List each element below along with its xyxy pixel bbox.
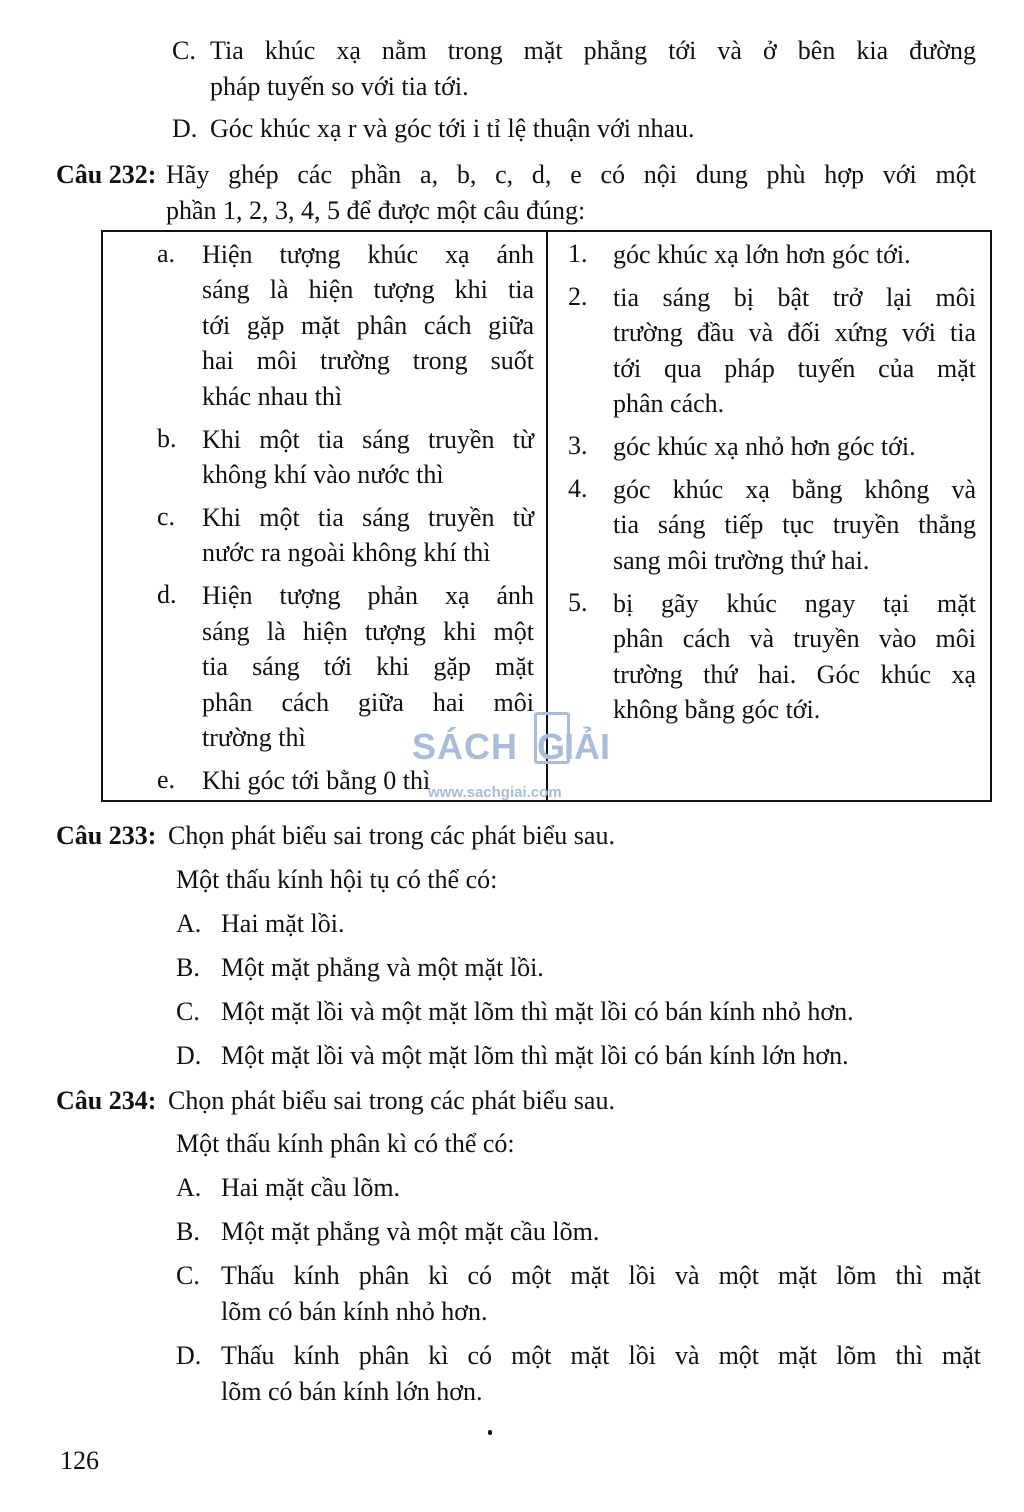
page-number: 126: [60, 1446, 99, 1475]
q234-option-b-text: Một mặt phẳng và một mặt cầu lõm.: [221, 1217, 600, 1246]
q233-stem: Một thấu kính hội tụ có thể có:: [176, 865, 498, 894]
left-item-b-line2: không khí vào nước thì: [202, 460, 444, 489]
left-item-d-line5: trường thì: [202, 723, 306, 752]
left-item-a-letter: a.: [157, 239, 176, 268]
q234-option-c-letter: C.: [176, 1261, 200, 1290]
right-item-4-line3: sang môi trường thứ hai.: [613, 546, 870, 575]
left-item-e-letter: e.: [157, 765, 176, 794]
left-item-c-letter: c.: [157, 502, 176, 531]
q233-option-c-letter: C.: [176, 997, 200, 1026]
q231-option-c-line1: Tia khúc xạ nằm trong mặt phẳng tới và ở bên kia đường: [210, 36, 976, 65]
right-item-4-line2: tia sáng tiếp tục truyền thẳng: [613, 510, 976, 539]
q233-option-a-text: Hai mặt lồi.: [221, 909, 345, 938]
left-item-d-line1: Hiện tượng phản xạ ánh: [202, 581, 534, 610]
q231-option-d-letter: D.: [172, 114, 198, 143]
right-item-2-line1: tia sáng bị bật trở lại môi: [613, 283, 976, 312]
right-item-5-line3: trường thứ hai. Góc khúc xạ: [613, 660, 976, 689]
left-item-c-line2: nước ra ngoài không khí thì: [202, 538, 491, 567]
q232-line2: phần 1, 2, 3, 4, 5 để được một câu đúng:: [166, 196, 586, 225]
watermark-url: www.sachgiai.com: [428, 784, 562, 801]
left-item-b-line1: Khi một tia sáng truyền từ: [202, 425, 534, 454]
right-item-4-line1: góc khúc xạ bằng không và: [613, 475, 976, 504]
left-item-d-line2: sáng là hiện tượng khi một: [202, 617, 534, 646]
q234-stem: Một thấu kính phân kì có thể có:: [176, 1129, 515, 1158]
q233-option-b-text: Một mặt phẳng và một mặt lồi.: [221, 953, 544, 982]
q231-option-d-text: Góc khúc xạ r và góc tới i tỉ lệ thuận với nhau.: [210, 114, 695, 143]
q233-option-a-letter: A.: [176, 909, 202, 938]
right-item-3-line1: góc khúc xạ nhỏ hơn góc tới.: [613, 432, 916, 461]
left-item-d-line3: tia sáng tới khi gặp mặt: [202, 652, 534, 681]
left-item-b-letter: b.: [157, 424, 177, 453]
right-item-5-num: 5.: [568, 588, 588, 617]
q231-option-c-letter: C.: [172, 36, 196, 65]
q231-option-c-line2: pháp tuyến so với tia tới.: [210, 72, 469, 101]
q234-option-d-line2: lõm có bán kính lớn hơn.: [221, 1377, 483, 1406]
right-item-2-line3: tới qua pháp tuyến của mặt: [613, 354, 976, 383]
left-item-d-line4: phân cách giữa hai môi: [202, 688, 534, 717]
right-item-3-num: 3.: [568, 431, 588, 460]
right-item-5-line4: không bằng góc tới.: [613, 695, 821, 724]
watermark-logo: [412, 722, 622, 774]
q233-option-d-text: Một mặt lồi và một mặt lõm thì mặt lồi có bán kính lớn hơn.: [221, 1041, 849, 1070]
left-item-d-letter: d.: [157, 580, 177, 609]
left-item-e-line1: Khi góc tới bằng 0 thì: [202, 766, 431, 795]
watermark-text-right: IẢI: [564, 726, 611, 767]
right-item-2-line4: phân cách.: [613, 389, 725, 418]
right-item-5-line2: phân cách và truyền vào môi: [613, 624, 976, 653]
left-item-c-line1: Khi một tia sáng truyền từ: [202, 503, 534, 532]
left-item-a-line4: hai môi trường trong suốt: [202, 346, 534, 375]
q234-label: Câu 234:: [56, 1086, 157, 1115]
q234-option-c-line2: lõm có bán kính nhỏ hơn.: [221, 1297, 488, 1326]
right-item-2-num: 2.: [568, 282, 588, 311]
right-item-4-num: 4.: [568, 474, 588, 503]
q233-label: Câu 233:: [56, 821, 157, 850]
q232-line1: Hãy ghép các phần a, b, c, d, e có nội dung phù hợp với một: [166, 160, 976, 189]
q233-option-d-letter: D.: [176, 1041, 202, 1070]
right-item-1-num: 1.: [568, 239, 588, 268]
q234-option-c-line1: Thấu kính phân kì có một mặt lồi và một mặt lõm thì mặt: [221, 1261, 981, 1290]
q233-prompt: Chọn phát biểu sai trong các phát biểu sau.: [168, 821, 615, 850]
left-item-a-line2: sáng là hiện tượng khi tia: [202, 275, 534, 304]
left-item-a-line1: Hiện tượng khúc xạ ánh: [202, 240, 534, 269]
print-speck: [488, 1430, 492, 1435]
q233-option-b-letter: B.: [176, 953, 200, 982]
q234-prompt: Chọn phát biểu sai trong các phát biểu sau.: [168, 1086, 615, 1115]
q233-option-c-text: Một mặt lồi và một mặt lõm thì mặt lồi có bán kính nhỏ hơn.: [221, 997, 854, 1026]
watermark-text-left: SÁCH: [412, 726, 519, 767]
q234-option-d-letter: D.: [176, 1341, 202, 1370]
watermark-text-g: G: [537, 726, 566, 767]
right-item-1-line1: góc khúc xạ lớn hơn góc tới.: [613, 240, 911, 269]
left-item-a-line5: khác nhau thì: [202, 382, 343, 411]
q234-option-a-letter: A.: [176, 1173, 202, 1202]
right-item-2-line2: trường đầu và đối xứng với tia: [613, 318, 976, 347]
left-item-a-line3: tới gặp mặt phân cách giữa: [202, 311, 534, 340]
q232-label: Câu 232:: [56, 160, 157, 189]
q234-option-a-text: Hai mặt cầu lõm.: [221, 1173, 401, 1202]
q234-option-b-letter: B.: [176, 1217, 200, 1246]
right-item-5-line1: bị gãy khúc ngay tại mặt: [613, 589, 976, 618]
q234-option-d-line1: Thấu kính phân kì có một mặt lồi và một mặt lõm thì mặt: [221, 1341, 981, 1370]
